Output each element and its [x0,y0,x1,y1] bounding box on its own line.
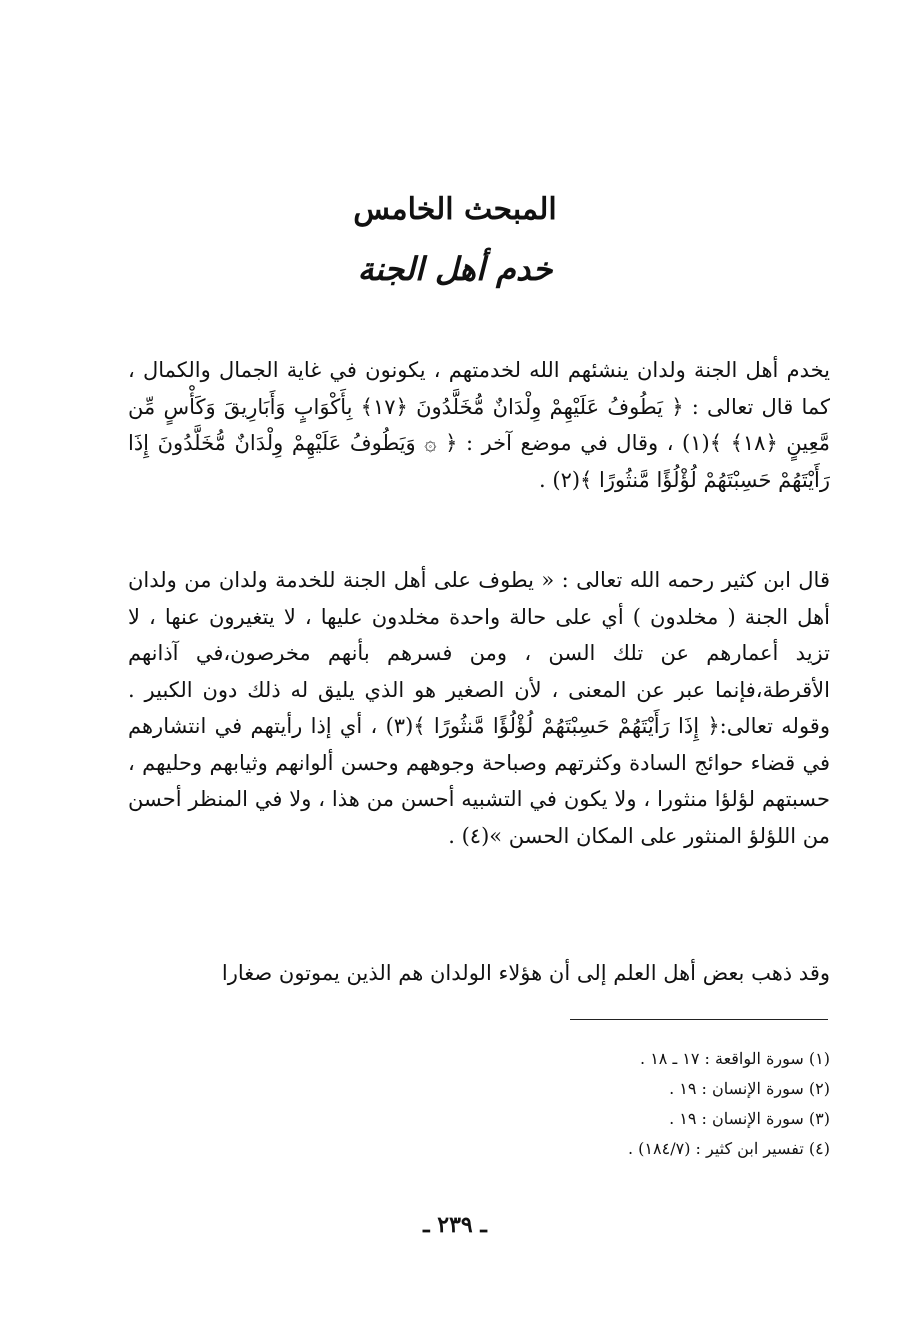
footnote-2: (٢) سورة الإنسان : ١٩ . [669,1079,830,1098]
paragraph-1: يخدم أهل الجنة ولدان ينشئهم الله لخدمتهم ، يكونون في غاية الجمال والكمال ، كما قال تعالى : ﴿ يَطُوفُ عَلَيْهِمْ وِلْدَانٌ مُّخَلَّدُونَ ﴿١٧﴾ بِأَكْوَابٍ وَأَبَارِيقَ وَكَأْسٍ مِّن مَّعِينٍ ﴿١٨﴾ ﴾(١) ، وقال في موضع آخر : ﴿ ۞ وَيَطُوفُ عَلَيْهِمْ وِلْدَانٌ مُّخَلَّدُونَ إِذَا رَأَيْتَهُمْ حَسِبْتَهُمْ لُؤْلُؤًا مَّنثُورًا ﴾(٢) . [128,358,830,492]
page-number: ـ ٢٣٩ ـ [423,1212,487,1238]
paragraph-2: قال ابن كثير رحمه الله تعالى : « يطوف على أهل الجنة للخدمة ولدان من ولدان أهل الجنة ( مخلدون ) أي على حالة واحدة مخلدون عليها ، لا يتغيرون عنها ، لا تزيد أعمارهم عن تلك السن ، ومن فسرهم بأنهم مخرصون،في آذانهم الأقرطة،فإنما عبر عن المعنى ، لأن الصغير هو الذي يليق له ذلك دون الكبير . وقوله تعالى:﴿ إِذَا رَأَيْتَهُمْ حَسِبْتَهُمْ لُؤْلُؤًا مَّنثُورًا ﴾(٣) ، أي إذا رأيتهم في انتشارهم في قضاء حوائج السادة وكثرتهم وصباحة وجوههم وحسن ألوانهم وثيابهم وحليهم ، حسبتهم لؤلؤا منثورا ، ولا يكون في التشبيه أحسن من هذا ، ولا في المنظر أحسن من اللؤلؤ المنثور على المكان الحسن »(٤) . [128,568,830,848]
footnote-3: (٣) سورة الإنسان : ١٩ . [669,1109,830,1128]
footnote-4: (٤) تفسير ابن كثير : (١٨٤/٧) . [628,1139,830,1158]
paragraph-3: وقد ذهب بعض أهل العلم إلى أن هؤلاء الولدان هم الذين يموتون صغارا [221,961,830,985]
footnote-1: (١) سورة الواقعة : ١٧ ـ ١٨ . [640,1049,830,1068]
section-subtitle: خدم أهل الجنة [357,250,553,288]
footnotes [420,1044,830,1164]
footnote-divider [570,1019,828,1020]
section-heading: المبحث الخامس [353,192,557,227]
